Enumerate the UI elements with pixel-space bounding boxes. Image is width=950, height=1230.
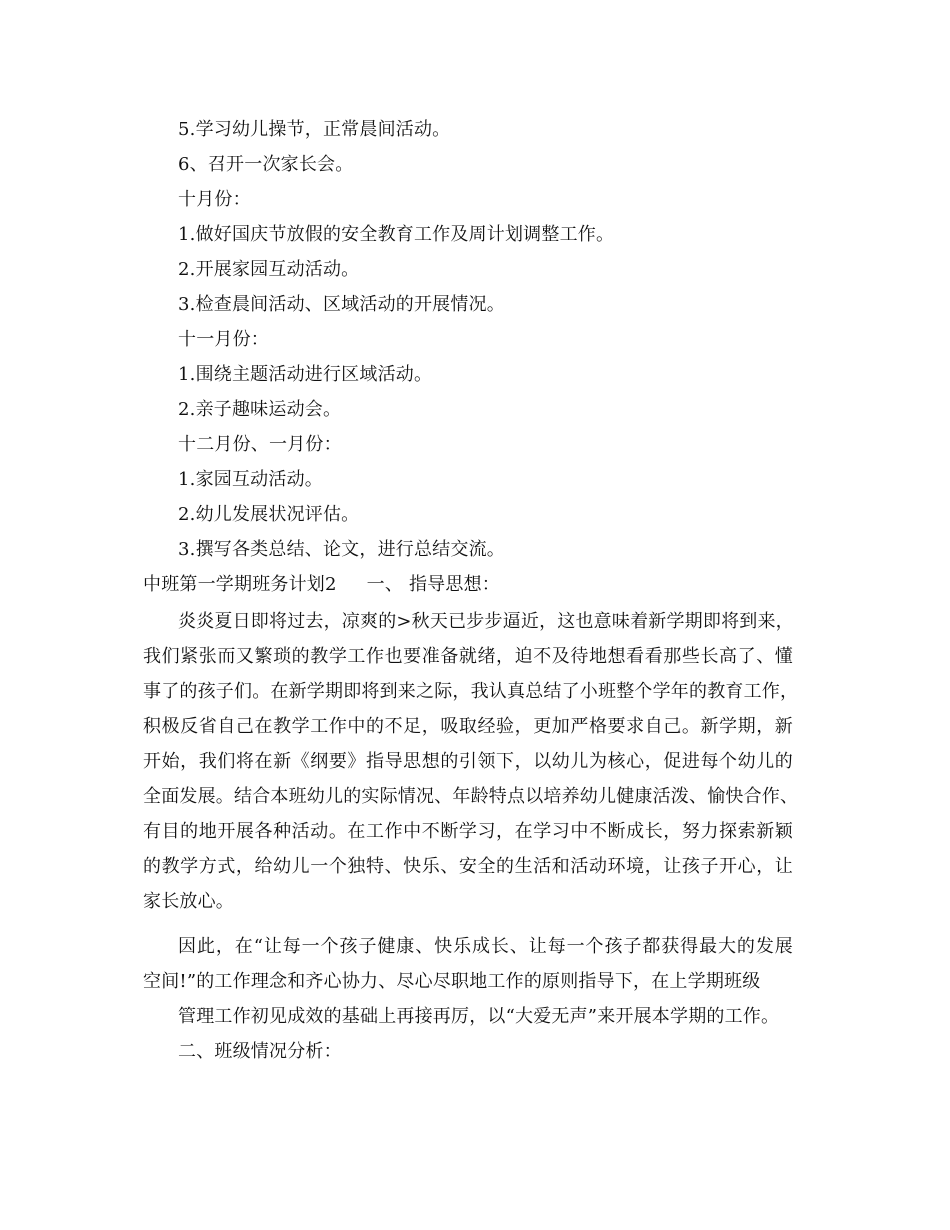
paragraph-line: 全面发展。结合本班幼儿的实际情况、年龄特点以培养幼儿健康活泼、愉快合作、 [143, 786, 799, 807]
plan-heading [143, 573, 683, 597]
paragraph-line: 因此，在“让每一个孩子健康、快乐成长、让每一个孩子都获得最大的发展 [178, 936, 793, 957]
plan-title: 中班第一学期班务计划2 [143, 574, 337, 595]
text-line: 5.学习幼儿操节，正常晨间活动。 [178, 119, 451, 140]
text-line: 6、召开一次家长会。 [178, 154, 354, 175]
paragraph-line: 空间!”的工作理念和齐心协力、尽心尽职地工作的原则指导下，在上学期班级 [143, 971, 761, 992]
month-heading: 十月份： [178, 189, 251, 210]
text-line: 2.开展家园互动活动。 [178, 259, 360, 280]
paragraph-line: 管理工作初见成效的基础上再接再厉，以“大爱无声”来开展本学期的工作。 [178, 1006, 780, 1027]
text-line: 1.围绕主题活动进行区域活动。 [178, 364, 433, 385]
paragraph-line: 家长放心。 [143, 891, 234, 912]
paragraph-line: 事了的孩子们。在新学期即将到来之际，我认真总结了小班整个学年的教育工作， [143, 681, 799, 702]
text-line: 2.亲子趣味运动会。 [178, 399, 342, 420]
paragraph-line: 我们紧张而又繁琐的教学工作也要准备就绪，迫不及待地想看看那些长高了、懂 [143, 646, 793, 667]
text-line: 3.撰写各类总结、论文，进行总结交流。 [178, 539, 505, 560]
text-line: 1.做好国庆节放假的安全教育工作及周计划调整工作。 [178, 224, 615, 245]
paragraph-line: 有目的地开展各种活动。在工作中不断学习，在学习中不断成长，努力探索新颖 [143, 821, 793, 842]
month-heading: 十一月份： [178, 329, 269, 350]
paragraph-line: 炎炎夏日即将过去，凉爽的>秋天已步步逼近，这也意味着新学期即将到来， [178, 611, 794, 632]
paragraph-line: 积极反省自己在教学工作中的不足，吸取经验，更加严格要求自己。新学期，新 [143, 716, 793, 737]
section-heading: 二、班级情况分析： [178, 1041, 342, 1062]
text-line: 2.幼儿发展状况评估。 [178, 504, 360, 525]
month-heading: 十二月份、一月份： [178, 434, 342, 455]
paragraph-line: 开始，我们将在新《纲要》指导思想的引领下，以幼儿为核心，促进每个幼儿的 [143, 751, 793, 772]
section-title: 一、 指导思想： [366, 574, 500, 595]
text-line: 3.检查晨间活动、区域活动的开展情况。 [178, 294, 505, 315]
paragraph-line: 的教学方式，给幼儿一个独特、快乐、安全的生活和活动环境，让孩子开心，让 [143, 856, 793, 877]
text-line: 1.家园互动活动。 [178, 469, 323, 490]
